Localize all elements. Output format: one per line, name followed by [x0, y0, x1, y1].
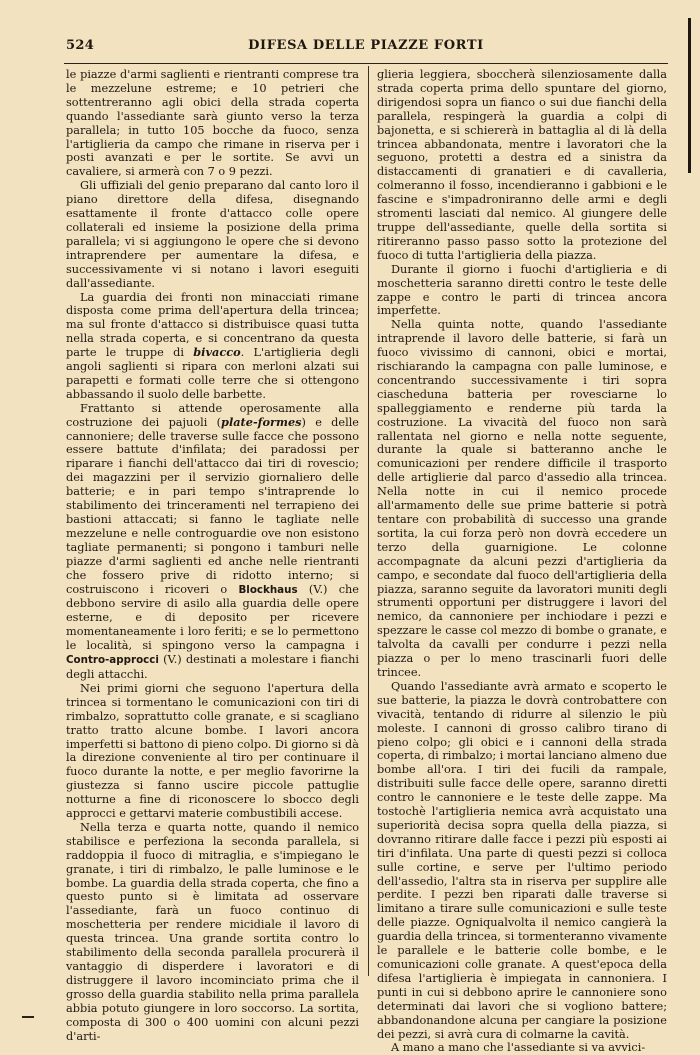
paragraph: Durante il giorno i fuochi d'artiglieria e di moschetteria saranno diretti contro le teste delle zappe e contro le parti di trincea ancora imperfette.	[377, 262, 667, 318]
paragraph	[66, 291, 359, 402]
term-plate-formes: plate-formes	[221, 414, 302, 429]
running-title: DIFESA DELLE PIAZZE FORTI	[248, 38, 484, 53]
header-rule	[64, 63, 668, 64]
text-run: ) e delle cannoniere; delle traverse sulle facce che possono essere battute d'infilata; dei paradossi per riparare i fianchi dell'attacco dai tiri di rovescio; dei magazzini per il servizio giornaliero delle batterie; e in pari tempo s'intraprende lo stabilimento dei trinceramenti nel terrapieno dei bastioni attaccati; si fanno le tagliate nelle mezzelune e nelle controguardie ove non esistono tagliate permanenti; si pongono i tamburi nelle piazze d'armi saglienti ed anche nelle rientranti che fossero prive di ridotto interno; si costruiscono i ricoveri o	[66, 415, 359, 596]
text-run: La guardia dei fronti non minacciati rimane disposta come prima dell'apertura della trincea; ma sul fronte d'attacco si distribuisce quasi tutta nella strada coperta, e si concentrano da questa parte le truppe di	[66, 290, 359, 360]
paragraph: Gli uffiziali del genio preparano dal canto loro il piano direttore della difesa, disegnando esattamente il fronte d'attacco colle opere collaterali ed insieme la posizione della prima parallela; vi si aggiungono le opere che si devono intraprendere per aumentare la difesa, e successivamente vi si notano i lavori eseguiti dall'assediante.	[66, 179, 359, 290]
paragraph: Nella terza e quarta notte, quando il nemico stabilisce e perfeziona la seconda parallela, si raddoppia il fuoco di mitraglia, e s'impiegano le granate, i tiri di rimbalzo, le palle luminose e le bombe. La guardia della strada coperta, che fino a questo punto si è limitata ad osservare l'assediante, farà un fuoco continuo di moschetteria per rendere micidiale il lavoro di questa trincea. Una grande sortita contro lo stabilimento della seconda parallela procurerà il vantaggio di disperdere i lavoratori e di distruggere il lavoro incominciato prima che il grosso della guardia stabilito nella prima parallela abbia potuto giungere in loro soccorso. La sortita, composta di 300 o 400 uomini con alcuni pezzi d'arti-	[66, 820, 359, 1043]
text-run: (V.) destinati a molestare i fianchi degli attacchi.	[66, 653, 359, 681]
paragraph: glieria leggiera, sboccherà silenziosamente dalla strada coperta prima dello spuntare del giorno, dirigendosi sopra un fianco o sui due fianchi della parallela, respingerà la guardia a colpi di bajonetta, e si schiererà in battaglia al di là della trincea abbandonata, mentre i lavoratori che la seguono, protetti a destra ed a sinistra da distaccamenti di granatieri e di cavalleria, colmeranno il fosso, incendieranno i gabbioni e le fascine e s'impadroniranno delle armi e degli stromenti lasciati dal nemico. Al giungere delle truppe dell'assediante, quelle della sortita si ritireranno passo passo sotto la protezione del fuoco di tutta l'artiglieria della piazza.	[377, 68, 667, 262]
text-run: . L'artiglieria degli angoli saglienti si ripara con merloni alzati sui parapetti e formati colle terre che si ottengono abbassando il suolo delle barbette.	[66, 346, 359, 401]
term-blockhaus: Blockhaus	[238, 583, 298, 596]
page-header	[66, 38, 666, 58]
column-divider	[368, 66, 369, 976]
text-run: Frattanto si attende operosamente alla costruzione dei pajuoli (	[66, 401, 359, 429]
term-contro-approcci: Contro-approcci	[66, 654, 159, 667]
paragraph: A mano a mano che l'assediante si va avvici-	[391, 1041, 646, 1055]
page-edge-mark	[688, 18, 691, 173]
paragraph: Quando l'assediante avrà armato e scoperto le sue batterie, la piazza le dovrà controbattere con vivacità, tentando di ridurre al silenzio le più moleste. I cannoni di grosso calibro tirano di pieno colpo; gli obici e i cannoni della strada coperta, di rimbalzo; i mortai lanciano almeno due bombe all'ora. I tiri dei fucili da rampale, distribuiti sulle facce delle opere, saranno diretti contro le cannoniere e le teste delle zappe. Ma tostochè l'artiglieria nemica avrà acquistato una superiorità decisa sopra quella della piazza, si dovranno ritirare dalle facce i pezzi più esposti ai tiri d'infilata. Una parte di questi pezzi si colloca sulle cortine, e serve per l'ultimo periodo dell'assedio, l'altra sta in riserva per supplire alle perdite. I pezzi ben riparati dalle traverse si limitano a tirare sulle comunicazioni e sulle teste delle piazze. Ogniqualvolta il nemico cangierà la guardia della trincea, si tormenteranno vivamente le parallele e le batterie colle bombe, e le comunicazioni colle granate. A quest'epoca della difesa l'artiglieria è impiegata in cannoniera. I punti in cui si debbono aprire le cannoniere sono determinati dai lavori che si vogliono battere; abbandonandone alcuna per cangiare la posizione dei pezzi, si avrà cura di colmarne la cavità.	[377, 679, 667, 1041]
left-column	[66, 68, 359, 1043]
paragraph: Nei primi giorni che seguono l'apertura della trincea si tormentano le comunicazioni con tiri di rimbalzo, soprattutto colle granate, e si scagliano tratto tratto alcune bombe. I lavori ancora imperfetti si battono di pieno colpo. Di giorno si dà la direzione conveniente al tiro per continuare il fuoco durante la notte, e per meglio favorirne la giustezza si fanno uscire piccole pattuglie notturne a fine di riconoscere lo sbocco degli approcci e gettarvi materie combustibili accese.	[66, 681, 359, 821]
right-column	[377, 68, 667, 1055]
term-bivacco: bivacco	[193, 345, 241, 360]
paragraph	[66, 402, 359, 682]
page-number: 524	[66, 38, 95, 53]
margin-mark	[22, 1016, 34, 1018]
paragraph: le piazze d'armi saglienti e rientranti comprese tra le mezzelune estreme; e 10 petrieri che sottentreranno agli obici della strada coperta quando l'assediante sarà giunto verso la terza parallela; in tutto 105 bocche da fuoco, senza l'artiglieria da campo che rimane in riserva per i posti avanzati e per le sortite. Se avvi un cavaliere, si armerà con 7 o 9 pezzi.	[66, 68, 359, 179]
text-run: (V.) che debbono servire di asilo alla guardia delle opere esterne, e di deposito per ricevere momentaneamente i loro feriti; e se lo permettono le località, si spingono verso la campagna i	[66, 582, 359, 653]
paragraph: Nella quinta notte, quando l'assediante intraprende il lavoro delle batterie, si farà un fuoco vivissimo di cannoni, obici e mortai, rischiarando la campagna con palle luminose, e concentrando successivamente i tiri sopra ciascheduna batteria per rovesciarne lo spalleggiamento e renderne più tarda la costruzione. La vivacità del fuoco non sarà rallentata nel giorno e nella notte seguente, durante la quale si batteranno anche le comunicazioni per rendere difficile il trasporto delle artiglierie dal parco d'assedio alla trincea. Nella notte in cui il nemico procede all'armamento delle sue prime batterie si potrà tentare con probabilità di successo una grande sortita, la cui forza però non dovrà eccedere un terzo della guarnigione. Le colonne accompagnate da alcuni pezzi d'artiglieria da campo, e secondate dal fuoco dell'artiglieria della piazza, saranno seguite da lavoratori muniti degli strumenti opportuni per distruggere i lavori del nemico, da cannoniere per inchiodare i pezzi e spezzare le casse col mezzo di bombe o granate, e talvolta da cavalli per condurre i pezzi nella piazza o per lo meno trascinarli fuori delle trincee.	[377, 318, 667, 679]
